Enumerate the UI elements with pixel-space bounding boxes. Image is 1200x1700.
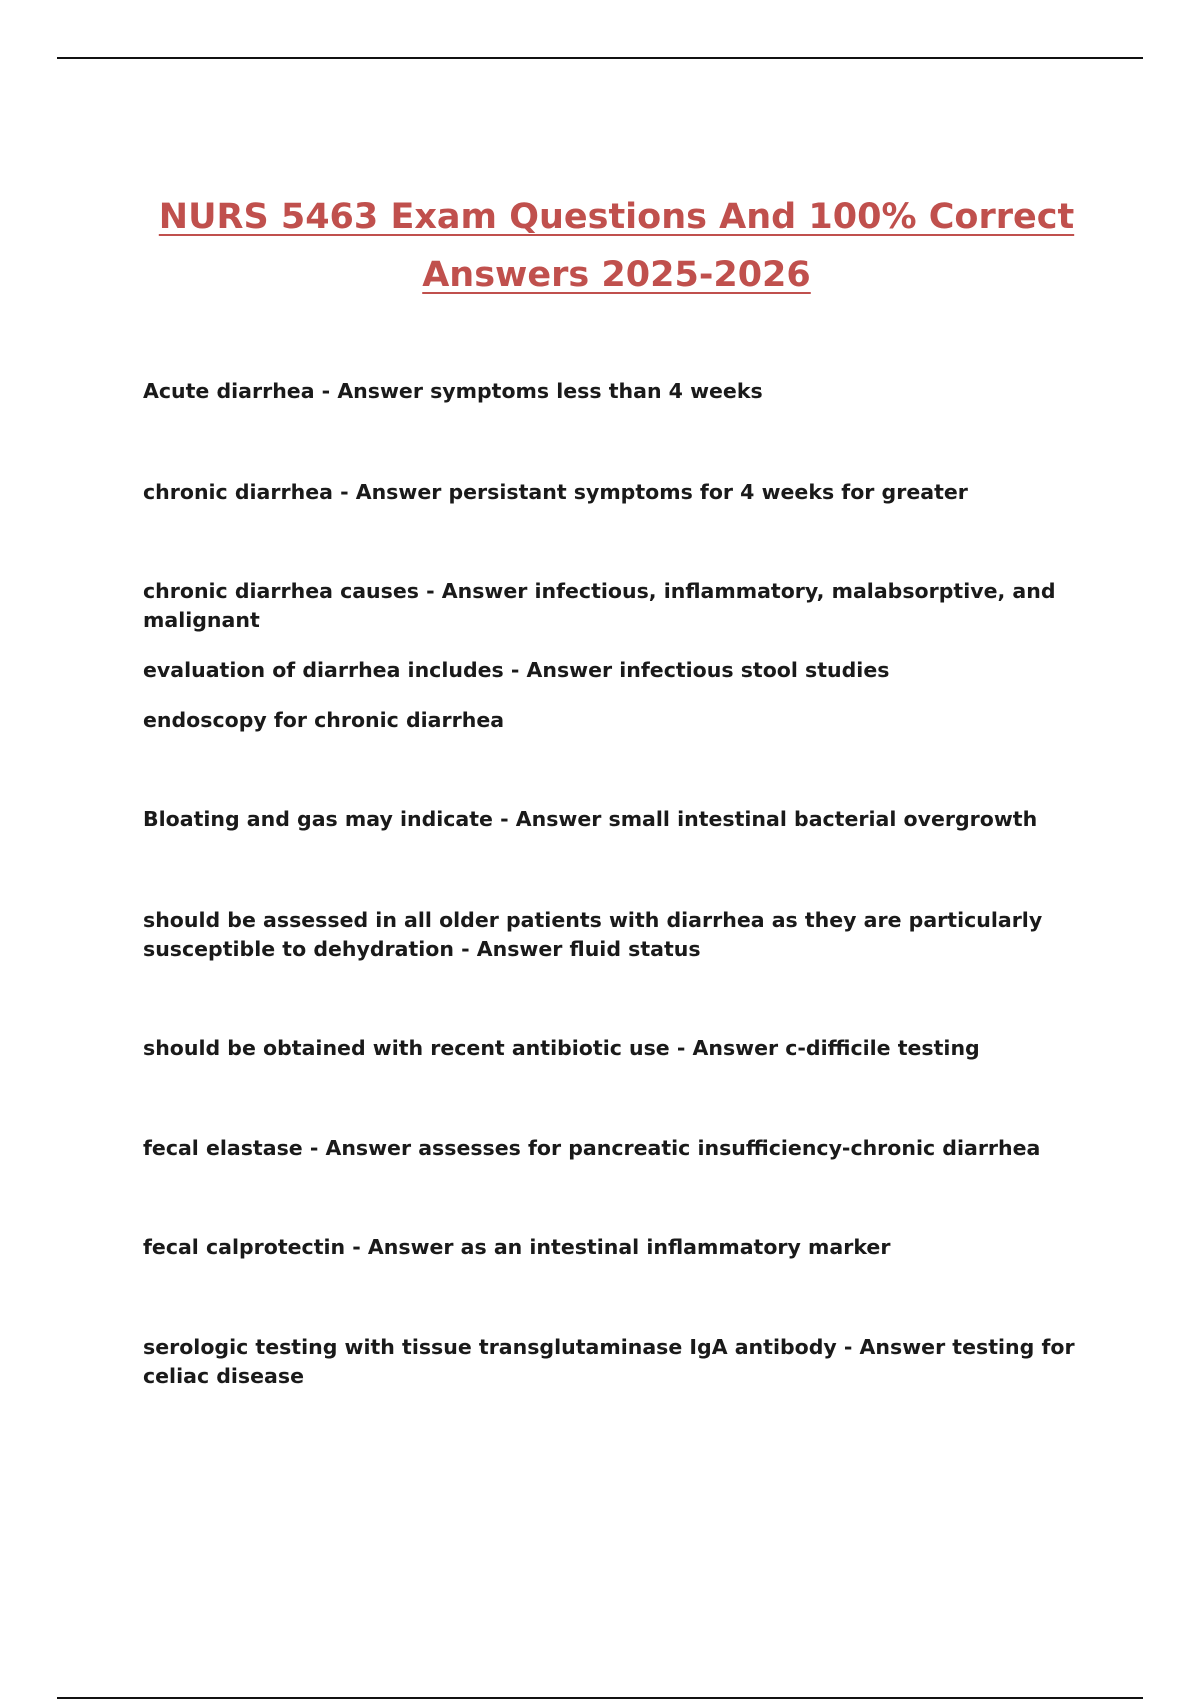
qa-item-bloating-and-gas: Bloating and gas may indicate - Answer small intestinal bacterial overgrowth [143,807,1038,831]
qa-item-fluid-status: should be assessed in all older patients with diarrhea as they are particularly susceptible to dehydration - Answer fluid status [143,908,1043,961]
qa-item-chronic-diarrhea-causes: chronic diarrhea causes - Answer infectious, inflammatory, malabsorptive, and malignant [143,579,1056,632]
top-divider [57,57,1143,59]
qa-item-endoscopy: endoscopy for chronic diarrhea [143,708,505,732]
qa-item-c-difficile-testing: should be obtained with recent antibiotic use - Answer c-difficile testing [143,1036,980,1060]
qa-item-chronic-diarrhea: chronic diarrhea - Answer persistant symptoms for 4 weeks for greater [143,480,968,504]
page-title-line-2: Answers 2025-2026 [422,255,811,295]
qa-item-acute-diarrhea: Acute diarrhea - Answer symptoms less than 4 weeks [143,379,763,403]
qa-item-evaluation-of-diarrhea: evaluation of diarrhea includes - Answer infectious stool studies [143,658,890,682]
qa-item-celiac-testing: serologic testing with tissue transglutaminase IgA antibody - Answer testing for celiac disease [143,1335,1075,1388]
bottom-divider [57,1697,1143,1699]
qa-item-fecal-elastase: fecal elastase - Answer assesses for pancreatic insufficiency-chronic diarrhea [143,1136,1041,1160]
qa-item-fecal-calprotectin: fecal calprotectin - Answer as an intestinal inflammatory marker [143,1235,891,1259]
page-title-line-1: NURS 5463 Exam Questions And 100% Correct [158,197,1075,237]
